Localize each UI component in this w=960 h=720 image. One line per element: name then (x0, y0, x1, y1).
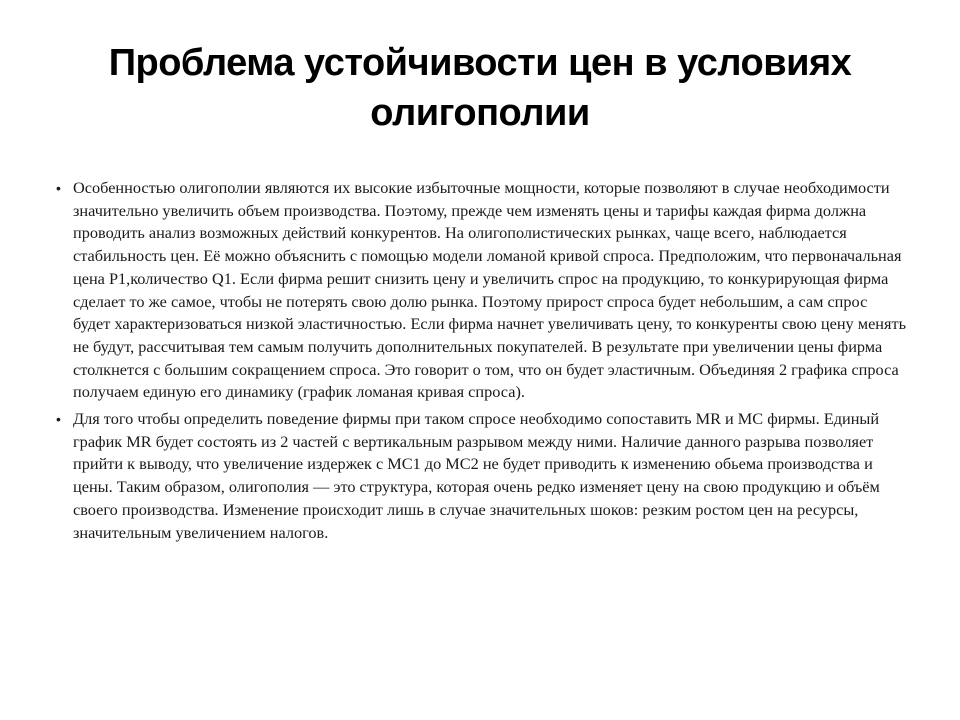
bullet-icon: • (56, 411, 61, 428)
bullet-list (56, 177, 908, 548)
slide-title: Проблема устойчивости цен в условиях олигополии (108, 42, 852, 134)
bullet-icon: • (56, 180, 61, 196)
bullet-item (56, 177, 908, 404)
bullet-item (56, 408, 908, 544)
bullet-text: Для того чтобы определить поведение фирмы при таком спросе необходимо сопоставить MR и MC фирмы. Единый график MR будет состоять из 2 частей с вертикальным разрывом между ними. Наличие данного разрыва позволяет прийти к выводу, что увеличение издержек с MC1 до MC2 не будет приводить к изменению обьема производства и цены. Таким образом, олигополия — это структура, которая очень редко изменяет цену на свою продукцию и объём своего производства. Изменение происходит лишь в случае значительных шоков: резким ростом цен на ресурсы, значительным увеличением налогов. (73, 409, 880, 542)
bullet-text: Особенностью олигополии являются их высокие избыточные мощности, которые позволяют в случае необходимости значительно увеличить объем производства. Поэтому, прежде чем изменять цены и тарифы каждая фирма должна проводить анализ возможных действий конкурентов. На олигополистических рынках, чаще всего, наблюдается стабильность цен. Её можно объяснить с помощью модели ломаной кривой спроса. Предположим, что первоначальная цена P1,количество Q1. Если фирма решит снизить цену и увеличить спрос на продукцию, то конкурирующая фирма сделает то же самое, чтобы не потерять свою долю рынка. Поэтому прирост спроса будет небольшим, а сам спрос будет характеризоваться низкой эластичностью. Если фирма начнет увеличивать цену, то конкуренты свою цену менять не будут, рассчитывая тем самым получить дополнительных покупателей. В результате при увеличении цены фирма столкнется с большим сокращением спроса. Это говорит о том, что он будет эластичным. Объединяя 2 графика спроса получаем единую его динамику (график ломаная кривая спроса). (73, 178, 907, 402)
